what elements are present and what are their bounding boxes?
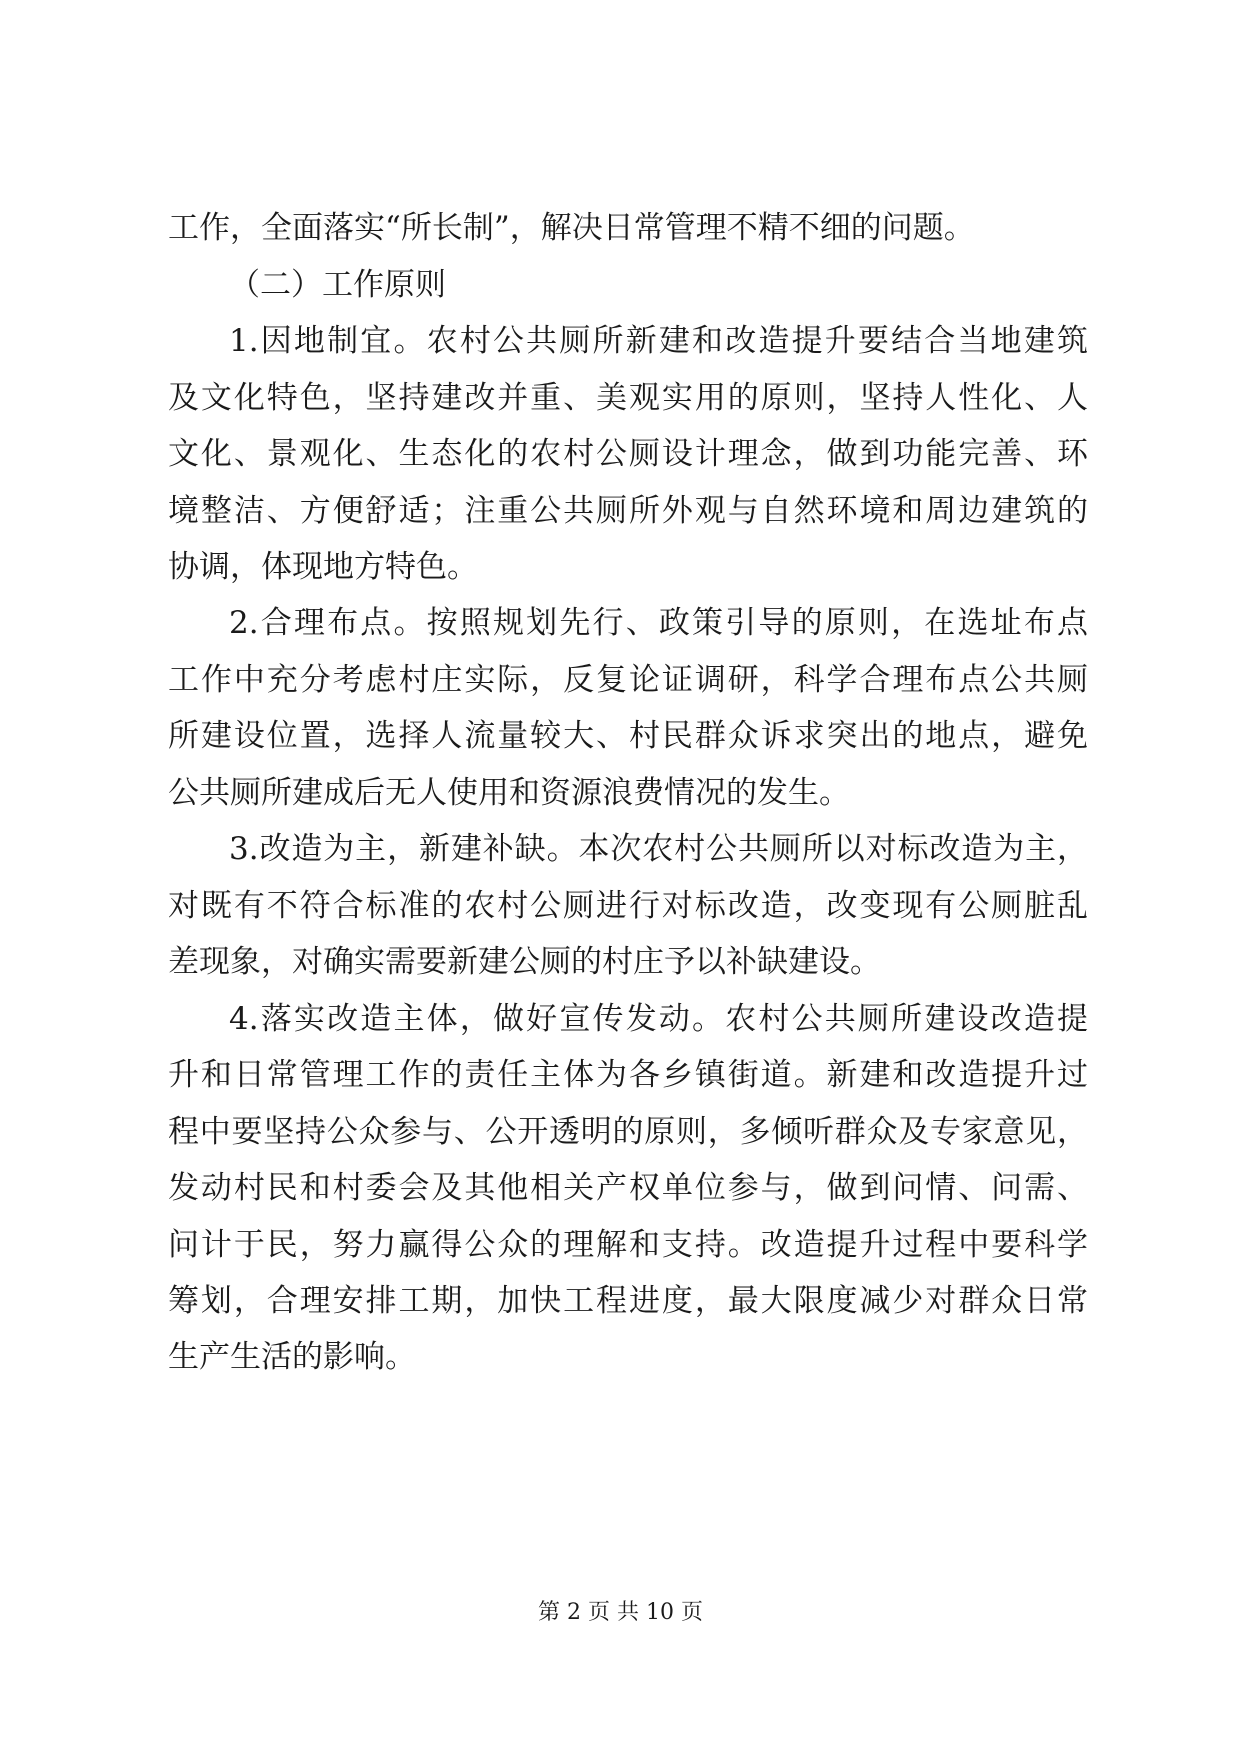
paragraph-line: 生产生活的影响。 bbox=[168, 1339, 416, 1375]
paragraph-line: 1.因地制宜。农村公共厕所新建和改造提升要结合当地建筑 bbox=[229, 323, 1088, 359]
paragraph-line: 文化、景观化、生态化的农村公厕设计理念，做到功能完善、环 bbox=[168, 436, 1088, 472]
paragraph-line: 2.合理布点。按照规划先行、政策引导的原则，在选址布点 bbox=[229, 605, 1088, 641]
paragraph-line: 程中要坚持公众参与、公开透明的原则，多倾听群众及专家意见， bbox=[168, 1114, 1088, 1150]
paragraph-line: 工作中充分考虑村庄实际，反复论证调研，科学合理布点公共厕 bbox=[168, 662, 1088, 698]
paragraph-line: 发动村民和村委会及其他相关产权单位参与，做到问情、问需、 bbox=[168, 1170, 1088, 1206]
paragraph-line: 4.落实改造主体，做好宣传发动。农村公共厕所建设改造提 bbox=[229, 1001, 1088, 1037]
paragraph-line: 对既有不符合标准的农村公厕进行对标改造，改变现有公厕脏乱 bbox=[168, 888, 1088, 924]
paragraph-line: 及文化特色，坚持建改并重、美观实用的原则，坚持人性化、人 bbox=[168, 380, 1088, 416]
paragraph-line: 筹划，合理安排工期，加快工程进度，最大限度减少对群众日常 bbox=[168, 1283, 1088, 1319]
paragraph-line: 差现象，对确实需要新建公厕的村庄予以补缺建设。 bbox=[168, 944, 881, 980]
paragraph-line: 升和日常管理工作的责任主体为各乡镇街道。新建和改造提升过 bbox=[168, 1057, 1088, 1093]
page-number-footer: 第 2 页 共 10 页 bbox=[538, 1600, 703, 1625]
paragraph-line: 问计于民，努力赢得公众的理解和支持。改造提升过程中要科学 bbox=[168, 1227, 1088, 1263]
paragraph-line: 公共厕所建成后无人使用和资源浪费情况的发生。 bbox=[168, 775, 850, 811]
section-heading: （二）工作原则 bbox=[229, 267, 446, 303]
paragraph-line: 所建设位置，选择人流量较大、村民群众诉求突出的地点，避免 bbox=[168, 718, 1088, 754]
paragraph-line: 工作，全面落实“所长制”，解决日常管理不精不细的问题。 bbox=[168, 210, 975, 246]
paragraph-line: 协调，体现地方特色。 bbox=[168, 549, 478, 585]
paragraph-line: 境整洁、方便舒适；注重公共厕所外观与自然环境和周边建筑的 bbox=[168, 493, 1088, 529]
paragraph-line: 3.改造为主，新建补缺。本次农村公共厕所以对标改造为主， bbox=[229, 831, 1088, 867]
